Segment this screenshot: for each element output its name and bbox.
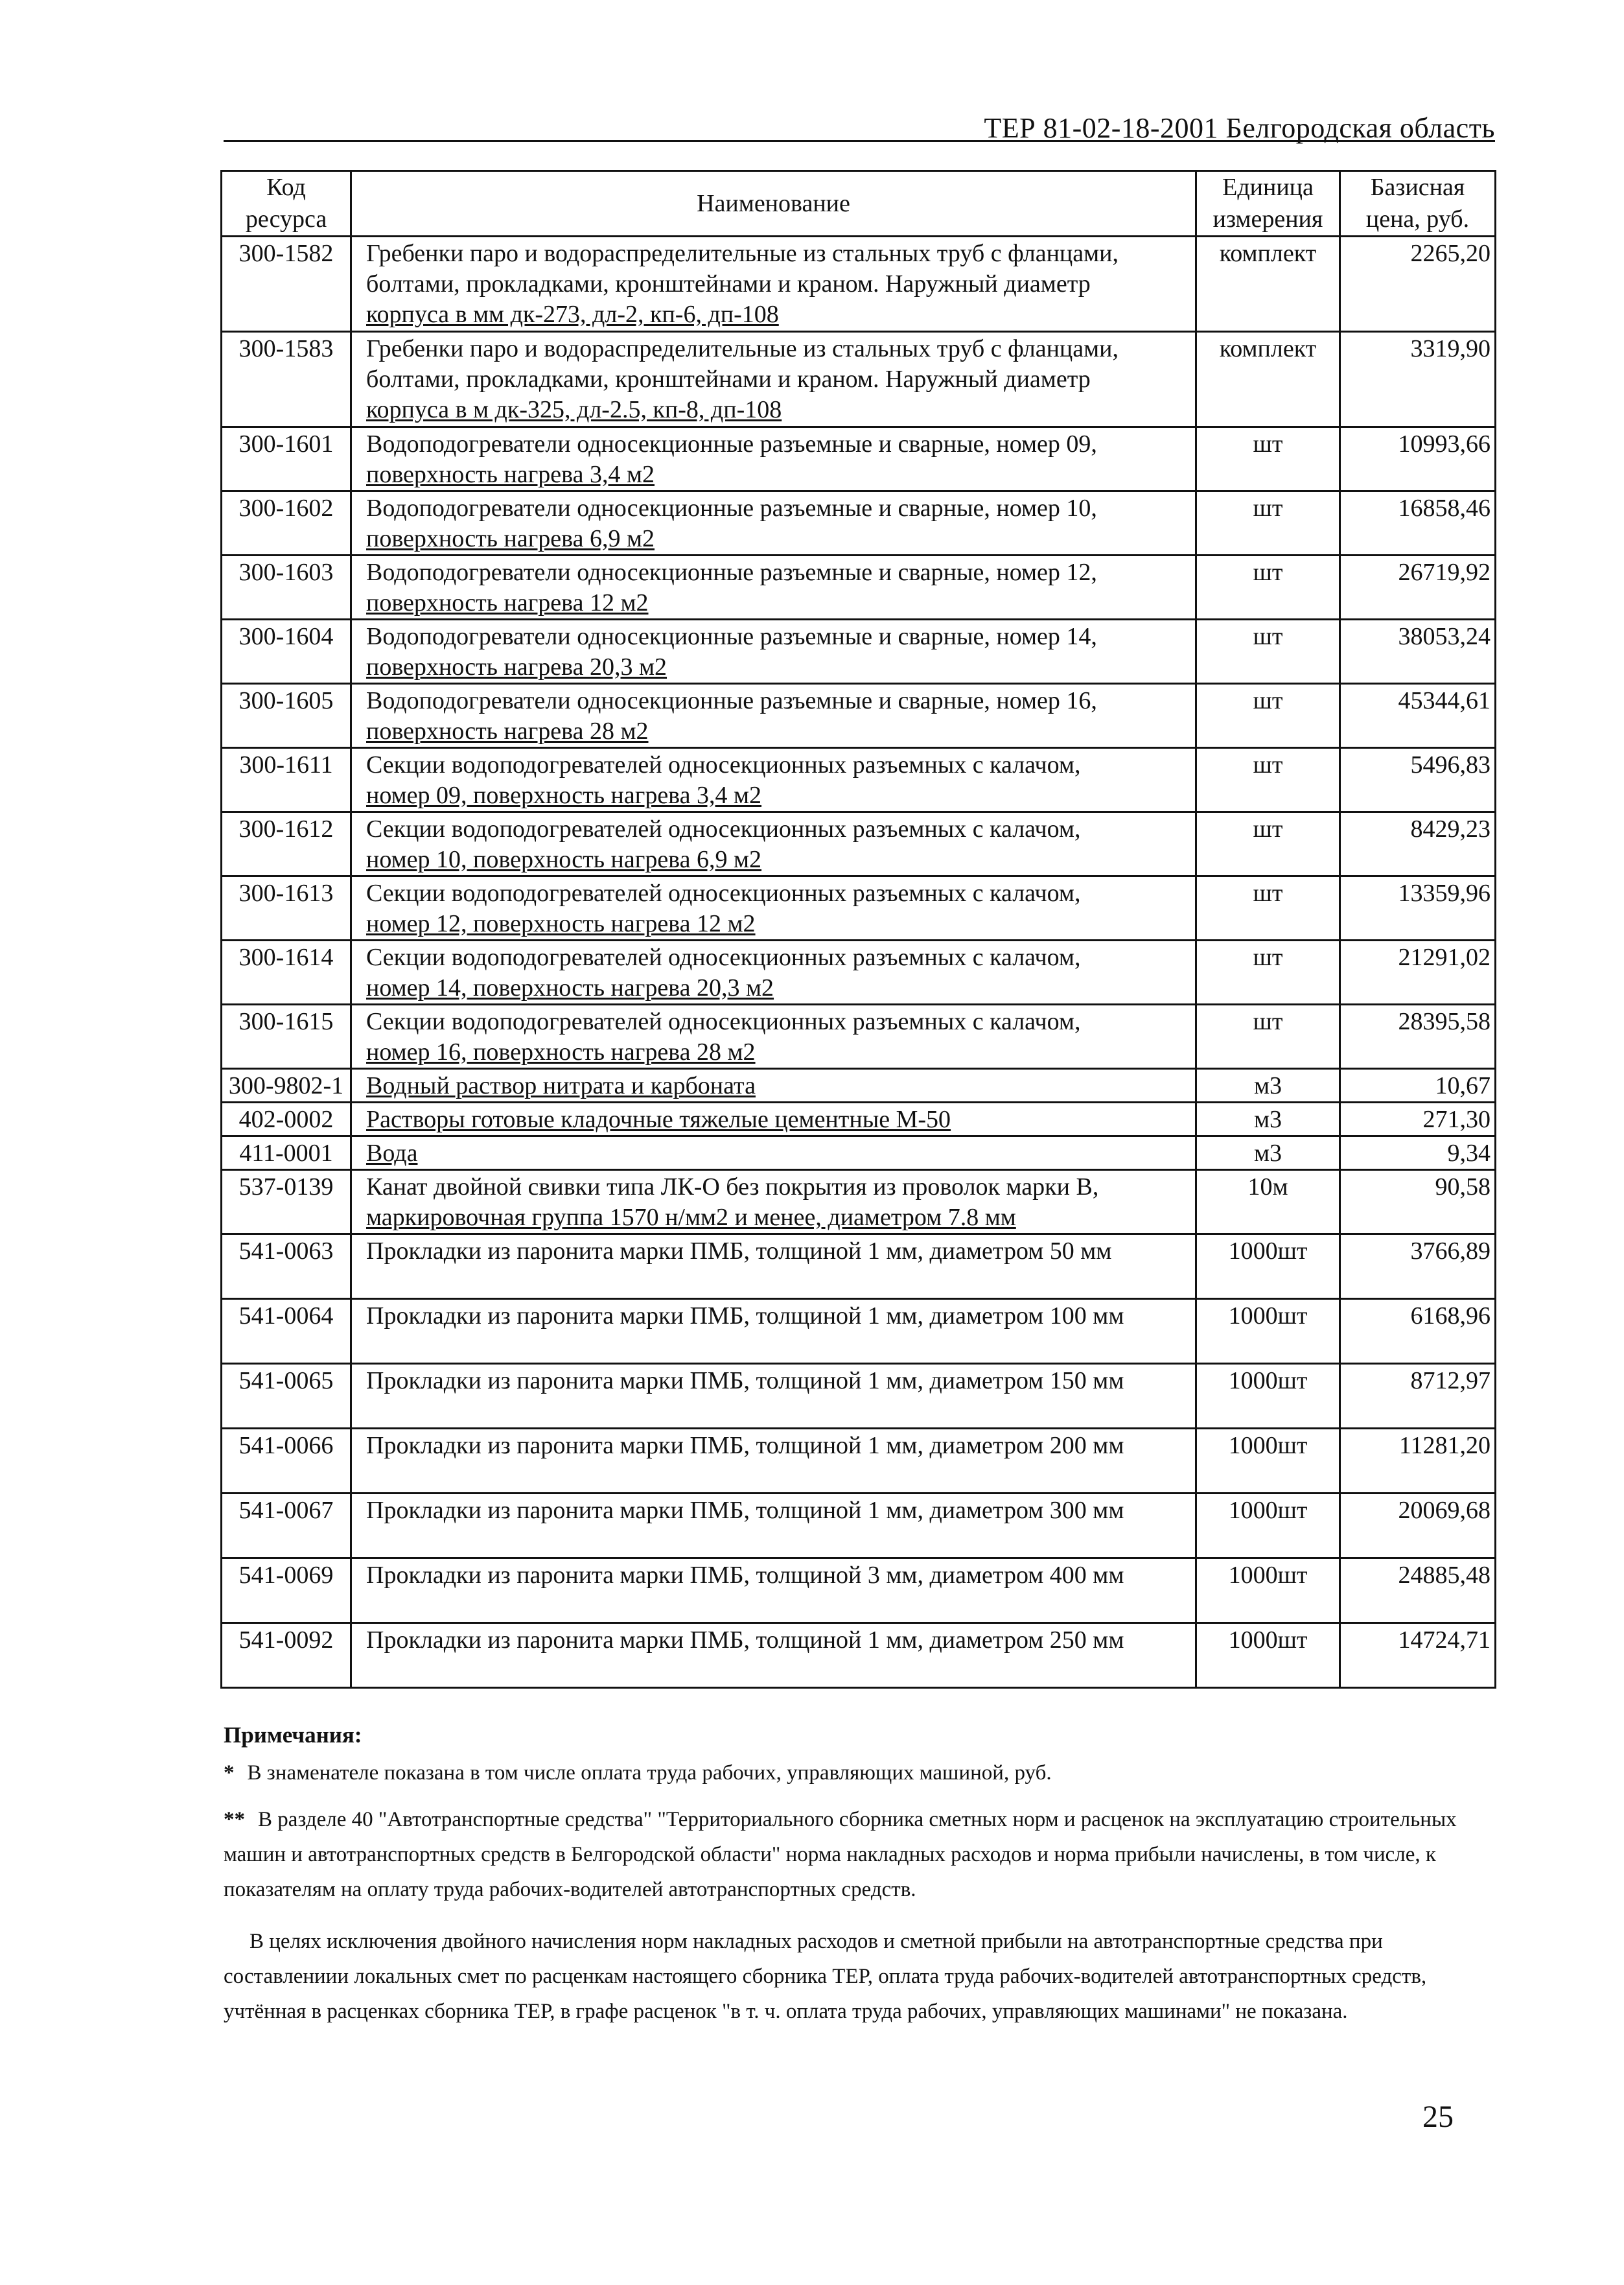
resource-code-cell: 300-1604 [222, 620, 351, 684]
table-row [222, 1364, 1496, 1429]
resource-name-cell [351, 1299, 1196, 1364]
resource-code-cell: 300-1603 [222, 556, 351, 620]
base-price-cell: 8712,97 [1340, 1364, 1496, 1429]
base-price-cell: 45344,61 [1340, 684, 1496, 748]
resource-name-line: корпуса в мм дк-273, дл-2, кп-6, дп-108 [366, 301, 779, 328]
resource-name-line: Вода [366, 1140, 418, 1167]
resource-name-cell [351, 1136, 1196, 1170]
table-row [222, 427, 1496, 491]
resource-name-line: корпуса в м дк-325, дл-2.5, кп-8, дп-108 [366, 396, 782, 423]
base-price-cell: 14724,71 [1340, 1623, 1496, 1688]
col-header-code-line2: ресурса [245, 205, 327, 233]
resource-code-cell: 537-0139 [222, 1170, 351, 1234]
resource-code-cell: 541-0066 [222, 1429, 351, 1494]
resource-name-line: номер 14, поверхность нагрева 20,3 м2 [366, 974, 774, 1002]
base-price-cell: 38053,24 [1340, 620, 1496, 684]
table-row [222, 812, 1496, 876]
unit-cell: шт [1196, 748, 1340, 812]
resource-name-line: Прокладки из паронита марки ПМБ, толщиной 1 мм, диаметром 100 мм [366, 1302, 1124, 1330]
resource-name-cell [351, 812, 1196, 876]
resource-name-cell [351, 1103, 1196, 1136]
table-row [222, 1069, 1496, 1103]
resource-code-cell: 300-1615 [222, 1005, 351, 1069]
resource-code-cell: 300-9802-1 [222, 1069, 351, 1103]
resource-name-line: Гребенки паро и водораспределительные из стальных труб с фланцами, [366, 240, 1119, 267]
resource-name-line: Водный раствор нитрата и карбоната [366, 1072, 756, 1099]
base-price-cell: 20069,68 [1340, 1494, 1496, 1558]
resource-code-cell: 300-1583 [222, 332, 351, 427]
resource-name-cell [351, 1069, 1196, 1103]
col-header-unit-line1: Единица [1222, 174, 1314, 201]
table-row [222, 1234, 1496, 1299]
resource-name-line: Водоподогреватели односекционные разъемные и сварные, номер 12, [366, 559, 1097, 586]
unit-cell: м3 [1196, 1069, 1340, 1103]
table-row [222, 1005, 1496, 1069]
table-row [222, 237, 1496, 332]
resource-name-cell [351, 684, 1196, 748]
base-price-cell: 90,58 [1340, 1170, 1496, 1234]
resource-name-line: Прокладки из паронита марки ПМБ, толщиной 1 мм, диаметром 250 мм [366, 1626, 1124, 1654]
resource-name-cell [351, 876, 1196, 941]
unit-cell: комплект [1196, 332, 1340, 427]
resource-name-cell [351, 1429, 1196, 1494]
resource-name-line: Секции водоподогревателей односекционных разъемных с калачом, [366, 944, 1081, 971]
resource-name-line: поверхность нагрева 3,4 м2 [366, 461, 655, 488]
col-header-price-line2: цена, руб. [1365, 205, 1470, 233]
table-row [222, 1429, 1496, 1494]
unit-cell: 1000шт [1196, 1623, 1340, 1688]
table-body [222, 237, 1496, 1688]
table-row [222, 1494, 1496, 1558]
base-price-cell: 11281,20 [1340, 1429, 1496, 1494]
table-row [222, 1170, 1496, 1234]
table-row [222, 876, 1496, 941]
resource-name-line: Водоподогреватели односекционные разъемные и сварные, номер 10, [366, 495, 1097, 522]
resource-name-cell [351, 556, 1196, 620]
note-1-text: В знаменателе показана в том числе оплата труда рабочих, управляющих машиной, руб. [247, 1761, 1052, 1785]
base-price-cell: 6168,96 [1340, 1299, 1496, 1364]
col-header-code-line1: Код [266, 174, 306, 201]
resource-name-line: Водоподогреватели односекционные разъемные и сварные, номер 16, [366, 687, 1097, 714]
resource-name-line: Гребенки паро и водораспределительные из стальных труб с фланцами, [366, 335, 1119, 362]
table-row [222, 556, 1496, 620]
resource-name-cell [351, 237, 1196, 332]
col-header-name: Наименование [351, 171, 1196, 237]
resource-name-line: Водоподогреватели односекционные разъемные и сварные, номер 14, [366, 623, 1097, 650]
resource-code-cell: 541-0064 [222, 1299, 351, 1364]
resource-name-line: поверхность нагрева 28 м2 [366, 718, 649, 745]
base-price-cell: 8429,23 [1340, 812, 1496, 876]
table-row [222, 1299, 1496, 1364]
base-price-cell: 10993,66 [1340, 427, 1496, 491]
table-header-row [222, 171, 1496, 237]
base-price-cell: 13359,96 [1340, 876, 1496, 941]
resource-code-cell: 300-1582 [222, 237, 351, 332]
resource-name-line: Растворы готовые кладочные тяжелые цементные М-50 [366, 1106, 951, 1133]
unit-cell: комплект [1196, 237, 1340, 332]
table-row [222, 620, 1496, 684]
notes-title: Примечания: [224, 1722, 362, 1748]
unit-cell: 1000шт [1196, 1299, 1340, 1364]
col-header-unit [1196, 171, 1340, 237]
resource-code-cell: 541-0069 [222, 1558, 351, 1623]
unit-cell: 1000шт [1196, 1558, 1340, 1623]
base-price-cell: 10,67 [1340, 1069, 1496, 1103]
col-header-unit-line2: измерения [1212, 205, 1323, 233]
resource-code-cell: 541-0063 [222, 1234, 351, 1299]
note-2 [224, 1802, 1468, 1907]
base-price-cell: 24885,48 [1340, 1558, 1496, 1623]
unit-cell: шт [1196, 427, 1340, 491]
table-row [222, 1103, 1496, 1136]
resource-name-line: Водоподогреватели односекционные разъемные и сварные, номер 09, [366, 430, 1097, 458]
unit-cell: 1000шт [1196, 1234, 1340, 1299]
base-price-cell: 28395,58 [1340, 1005, 1496, 1069]
note-3: В целях исключения двойного начисления норм накладных расходов и сметной прибыли на автотранспортные средства при составлениии локальных смет по расценкам настоящего сборника ТЕР, оплата труда рабочих-водителей автотранспортных средств, учтённая в расценках сборника ТЕР, в графе расценок "в т. ч. оплата труда рабочих, управляющих машинами" не показана. [224, 1930, 1427, 2023]
resource-code-cell: 411-0001 [222, 1136, 351, 1170]
unit-cell: шт [1196, 556, 1340, 620]
resource-code-cell: 300-1613 [222, 876, 351, 941]
unit-cell: 1000шт [1196, 1429, 1340, 1494]
unit-cell: м3 [1196, 1103, 1340, 1136]
resource-name-line: номер 10, поверхность нагрева 6,9 м2 [366, 846, 762, 873]
unit-cell: шт [1196, 941, 1340, 1005]
resource-name-line: поверхность нагрева 6,9 м2 [366, 525, 655, 552]
base-price-cell: 2265,20 [1340, 237, 1496, 332]
resource-code-cell: 300-1611 [222, 748, 351, 812]
unit-cell: м3 [1196, 1136, 1340, 1170]
resource-code-cell: 300-1602 [222, 491, 351, 556]
resource-name-line: Секции водоподогревателей односекционных разъемных с калачом, [366, 880, 1081, 907]
resource-code-cell: 541-0065 [222, 1364, 351, 1429]
resource-name-line: номер 09, поверхность нагрева 3,4 м2 [366, 782, 762, 809]
resource-name-cell [351, 1005, 1196, 1069]
resource-code-cell: 300-1614 [222, 941, 351, 1005]
col-header-price-line1: Базисная [1370, 174, 1465, 201]
resource-name-line: номер 12, поверхность нагрева 12 м2 [366, 910, 756, 937]
resource-code-cell: 300-1601 [222, 427, 351, 491]
resource-name-cell [351, 1558, 1196, 1623]
table-row [222, 748, 1496, 812]
unit-cell: 1000шт [1196, 1364, 1340, 1429]
base-price-cell: 21291,02 [1340, 941, 1496, 1005]
resource-name-line: Прокладки из паронита марки ПМБ, толщиной 1 мм, диаметром 50 мм [366, 1237, 1112, 1265]
document-title: ТЕР 81-02-18-2001 Белгородская область [984, 112, 1495, 144]
unit-cell: шт [1196, 620, 1340, 684]
resource-name-cell [351, 1623, 1196, 1688]
resource-name-line: болтами, прокладками, кронштейнами и краном. Наружный диаметр [366, 270, 1091, 298]
base-price-cell: 9,34 [1340, 1136, 1496, 1170]
note-1 [224, 1755, 1468, 1790]
table-row [222, 1558, 1496, 1623]
base-price-cell: 16858,46 [1340, 491, 1496, 556]
resource-name-line: маркировочная группа 1570 н/мм2 и менее, диаметром 7.8 мм [366, 1204, 1016, 1231]
table-row [222, 1623, 1496, 1688]
base-price-cell: 3766,89 [1340, 1234, 1496, 1299]
resource-name-cell [351, 427, 1196, 491]
unit-cell: шт [1196, 876, 1340, 941]
table-row [222, 941, 1496, 1005]
resource-code-cell: 402-0002 [222, 1103, 351, 1136]
note-2-marker: ** [224, 1808, 245, 1831]
resource-name-cell [351, 941, 1196, 1005]
page-number: 25 [1422, 2100, 1454, 2134]
resource-name-cell [351, 491, 1196, 556]
note-2-text: В разделе 40 "Автотранспортные средства" "Территориального сборника сметных норм и расценок на эксплуатацию строительных машин и автотранспортных средств в Белгородской области" норма накладных расходов и норма прибыли начислены, в том числе, к показателям на оплату труда рабочих-водителей автотранспортных средств. [224, 1808, 1457, 1901]
unit-cell: шт [1196, 1005, 1340, 1069]
resource-name-cell [351, 1234, 1196, 1299]
resource-name-line: поверхность нагрева 20,3 м2 [366, 653, 667, 681]
base-price-cell: 26719,92 [1340, 556, 1496, 620]
table-row [222, 684, 1496, 748]
resource-name-line: Канат двойной свивки типа ЛК-О без покрытия из проволок марки В, [366, 1173, 1099, 1201]
base-price-cell: 271,30 [1340, 1103, 1496, 1136]
unit-cell: шт [1196, 684, 1340, 748]
resource-name-line: номер 16, поверхность нагрева 28 м2 [366, 1038, 756, 1066]
base-price-cell: 5496,83 [1340, 748, 1496, 812]
resource-name-line: поверхность нагрева 12 м2 [366, 589, 649, 616]
resource-code-cell: 541-0092 [222, 1623, 351, 1688]
unit-cell: шт [1196, 812, 1340, 876]
table-row [222, 1136, 1496, 1170]
resource-name-line: болтами, прокладками, кронштейнами и краном. Наружный диаметр [366, 366, 1091, 393]
base-price-cell: 3319,90 [1340, 332, 1496, 427]
resource-code-cell: 300-1612 [222, 812, 351, 876]
resource-price-table [220, 170, 1496, 1689]
resource-code-cell: 300-1605 [222, 684, 351, 748]
resource-name-line: Секции водоподогревателей односекционных разъемных с калачом, [366, 751, 1081, 779]
resource-name-line: Секции водоподогревателей односекционных разъемных с калачом, [366, 1008, 1081, 1035]
notes-section [224, 1718, 1468, 2029]
unit-cell: 1000шт [1196, 1494, 1340, 1558]
col-header-code [222, 171, 351, 237]
resource-name-cell [351, 332, 1196, 427]
resource-name-line: Прокладки из паронита марки ПМБ, толщиной 1 мм, диаметром 150 мм [366, 1367, 1124, 1394]
resource-name-cell [351, 748, 1196, 812]
unit-cell: 10м [1196, 1170, 1340, 1234]
unit-cell: шт [1196, 491, 1340, 556]
col-header-price [1340, 171, 1496, 237]
page-header [224, 97, 1495, 142]
resource-name-line: Прокладки из паронита марки ПМБ, толщиной 3 мм, диаметром 400 мм [366, 1562, 1124, 1589]
table-row [222, 491, 1496, 556]
resource-name-cell [351, 620, 1196, 684]
resource-code-cell: 541-0067 [222, 1494, 351, 1558]
resource-name-cell [351, 1364, 1196, 1429]
resource-name-line: Прокладки из паронита марки ПМБ, толщиной 1 мм, диаметром 200 мм [366, 1432, 1124, 1459]
resource-name-cell [351, 1494, 1196, 1558]
resource-name-line: Секции водоподогревателей односекционных разъемных с калачом, [366, 815, 1081, 843]
note-1-marker: * [224, 1761, 235, 1785]
resource-name-line: Прокладки из паронита марки ПМБ, толщиной 1 мм, диаметром 300 мм [366, 1497, 1124, 1524]
table-row [222, 332, 1496, 427]
resource-name-cell [351, 1170, 1196, 1234]
